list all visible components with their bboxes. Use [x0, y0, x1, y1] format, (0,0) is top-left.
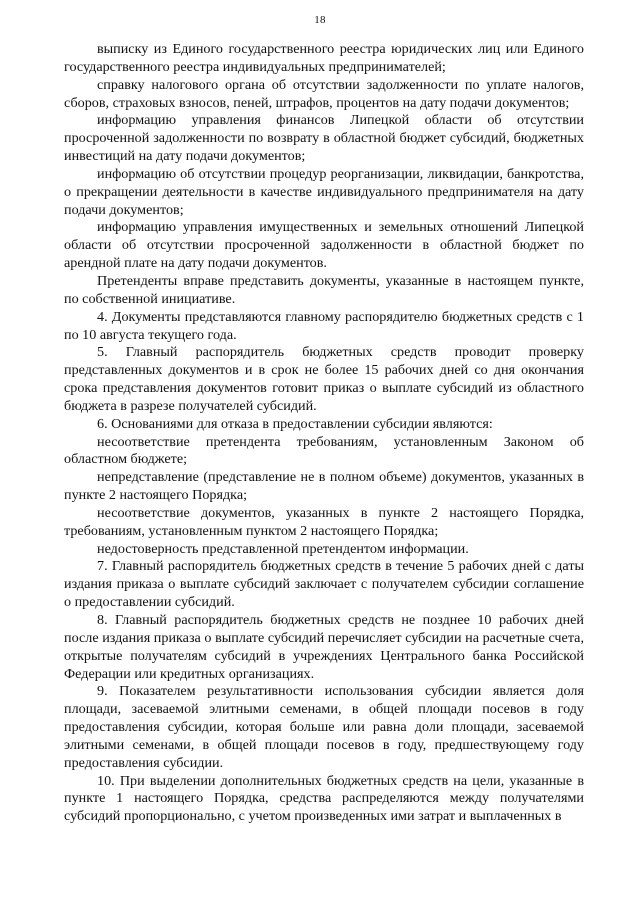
- paragraph-property-info: информацию управления имущественных и земельных отношений Липецкой области об отсутствии просроченной задолженности в областной бюджет по арендной плате на дату подачи документов.: [64, 219, 584, 272]
- paragraph-refusal-reason-1: несоответствие претендента требованиям, установленным Законом об областном бюджете;: [64, 433, 584, 468]
- paragraph-own-initiative: Претенденты вправе представить документы, указанные в настоящем пункте, по собственной инициативе.: [64, 272, 584, 307]
- paragraph-item-7: 7. Главный распорядитель бюджетных средств в течение 5 рабочих дней с даты издания приказа о выплате субсидий заключает с получателем субсидии соглашение о предоставлении субсидий.: [64, 558, 584, 611]
- paragraph-tax-certificate: справку налогового органа об отсутствии задолженности по уплате налогов, сборов, страховых взносов, пеней, штрафов, процентов на дату подачи документов;: [64, 76, 584, 111]
- paragraph-item-5: 5. Главный распорядитель бюджетных средств проводит проверку представленных документов и в срок не более 15 рабочих дней со дня окончания срока представления документов готовит приказ о выплате субсидий из областного бюджета в разрезе получателей субсидий.: [64, 344, 584, 414]
- document-body: [64, 41, 584, 826]
- paragraph-refusal-reason-2: непредставление (представление не в полном объеме) документов, указанных в пункте 2 настоящего Порядка;: [64, 469, 584, 504]
- paragraph-refusal-reason-4: недостоверность представленной претендентом информации.: [97, 540, 469, 557]
- paragraph-item-6: 6. Основаниями для отказа в предоставлении субсидии являются:: [97, 415, 493, 432]
- paragraph-item-4: 4. Документы представляются главному распорядителю бюджетных средств с 1 по 10 августа текущего года.: [64, 308, 584, 343]
- paragraph-extract-registry: выписку из Единого государственного реестра юридических лиц или Единого государственного реестра индивидуальных предпринимателей;: [64, 41, 584, 75]
- paragraph-refusal-reason-3: несоответствие документов, указанных в пункте 2 настоящего Порядка, требованиям, установленным пунктом 2 настоящего Порядка;: [64, 504, 584, 539]
- paragraph-reorganization-info: информацию об отсутствии процедур реорганизации, ликвидации, банкротства, о прекращении деятельности в качестве индивидуального предпринимателя на дату подачи документов;: [64, 165, 584, 218]
- page-number: 18: [314, 14, 326, 26]
- paragraph-item-10: 10. При выделении дополнительных бюджетных средств на цели, указанные в пункте 1 настоящего Порядка, средства распределяются между получателями субсидий пропорционально, с учетом произведенных ими затрат и выплаченных в: [64, 772, 584, 825]
- paragraph-item-9: 9. Показателем результативности использования субсидии является доля площади, засеваемой элитными семенами, в общей площади посевов в году предоставления субсидии, которая больше или равна доли площади, засеваемой элитными семенами, в общей площади посевов в году, предшествующему году предоставления субсидии.: [64, 683, 584, 771]
- paragraph-finance-info: информацию управления финансов Липецкой области об отсутствии просроченной задолженности по возврату в областной бюджет субсидий, бюджетных инвестиций на дату подачи документов;: [64, 112, 584, 165]
- paragraph-item-8: 8. Главный распорядитель бюджетных средств не позднее 10 рабочих дней после издания приказа о выплате субсидий перечисляет субсидии на расчетные счета, открытые получателям субсидий в учреждениях Центрального банка Российской Федерации или кредитных организациях.: [64, 612, 584, 682]
